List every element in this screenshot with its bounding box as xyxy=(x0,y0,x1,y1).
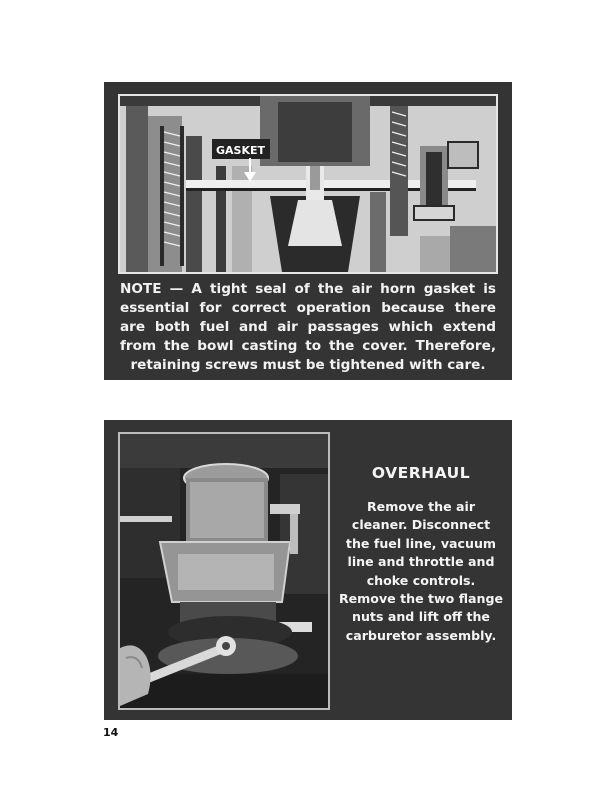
page-number: 14 xyxy=(103,726,119,739)
overhaul-heading: OVERHAUL xyxy=(371,464,471,482)
note-panel xyxy=(104,82,512,380)
overhaul-panel xyxy=(104,420,512,720)
overhaul-instructions: Remove the air cleaner. Disconnect the fuel line, vacuum line and throttle and choke controls. Remove the two flange nuts and lift off the carburetor assembly. xyxy=(338,499,504,643)
gasket-label: GASKET xyxy=(216,144,266,157)
carburetor-cutaway-illustration xyxy=(118,94,498,274)
note-paragraph: NOTE — A tight seal of the air horn gasket is essential for correct operation because there are both fuel and air passages which extend from the bowl casting to the cover. Therefore, retaining screws must be tightened with care. xyxy=(120,281,496,373)
carburetor-removal-photo xyxy=(118,432,330,710)
